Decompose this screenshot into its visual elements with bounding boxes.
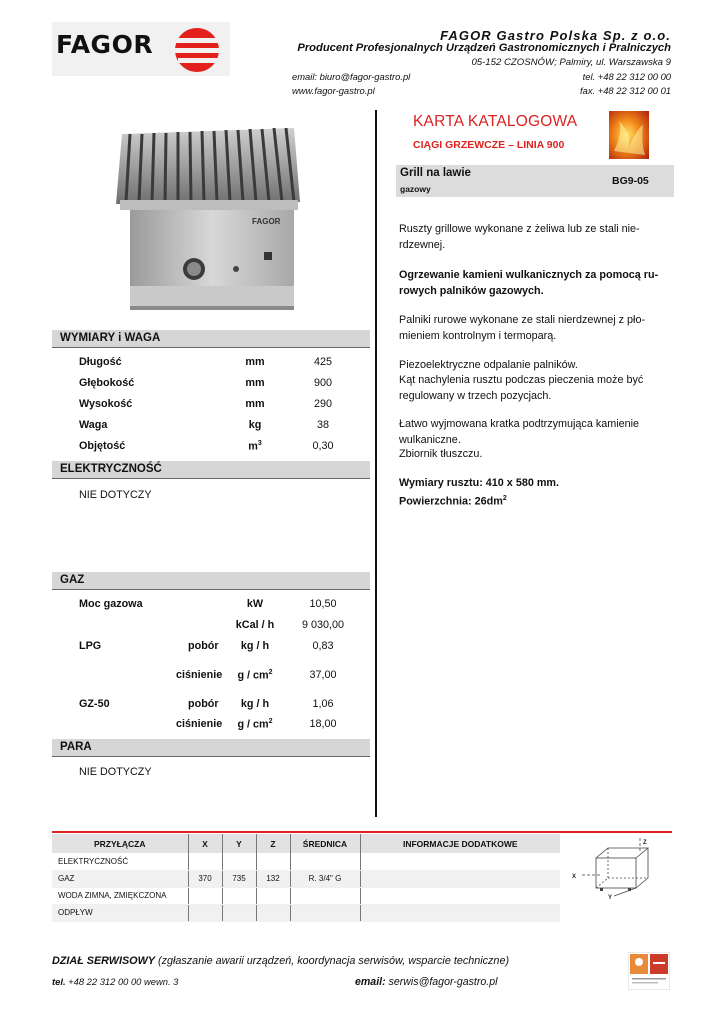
cell-z (256, 853, 290, 870)
gas-power-label: Moc gazowa (79, 598, 143, 610)
desc-area-text: Powierzchnia: 26dm (399, 495, 503, 508)
cell-y (222, 887, 256, 904)
gas-gz50-pressure-unit-sup: 2 (268, 718, 273, 725)
desc-ignition: Piezoelektryczne odpalanie palników. (399, 359, 578, 371)
spec-unit-volume (225, 440, 285, 453)
cell-info (360, 870, 560, 887)
product-type: gazowy (400, 184, 431, 194)
spec-value-weight: 38 (316, 419, 329, 431)
axis-x-label: X (572, 874, 577, 880)
service-department (52, 955, 509, 967)
col-diameter: ŚREDNICA (290, 834, 360, 853)
gas-power-unit: kW (246, 598, 264, 610)
spec-unit-length: mm (245, 356, 265, 368)
col-y: Y (222, 834, 256, 853)
cell-z (256, 887, 290, 904)
desc-burners: Palniki rurowe wykonane ze stali nierdzewnej z pło-mieniem kontrolnym i termoparą. (399, 314, 646, 342)
card-title: KARTA KATALOGOWA (413, 113, 578, 130)
elec-title: ELEKTRYCZNOŚĆ (60, 463, 162, 475)
steam-title: PARA (60, 741, 92, 753)
service-phone (52, 976, 178, 987)
cell-x (188, 887, 222, 904)
cell-y (222, 853, 256, 870)
table-row (52, 870, 560, 887)
service-label: DZIAŁ SERWISOWY (52, 955, 155, 967)
fagor-logo-text: FAGOR (56, 30, 154, 59)
axis-z-label: Z (643, 840, 647, 846)
steam-header-bar (52, 739, 370, 757)
spec-value-depth: 900 (313, 377, 332, 389)
axis-y-label: Y (608, 895, 613, 900)
gas-gz50-draw-value: 1,06 (312, 698, 334, 710)
gas-lpg-draw-label: pobór (188, 640, 219, 652)
cell-z: 132 (256, 870, 290, 887)
axis-diagram (570, 838, 674, 900)
company-tagline: Producent Profesjonalnych Urządzeń Gastronomicznych i Pralniczych (297, 42, 671, 54)
cell-diameter (290, 887, 360, 904)
cell-connection: ELEKTRYCZNOŚĆ (52, 853, 188, 870)
cell-diameter (290, 853, 360, 870)
gas-lpg-label: LPG (79, 640, 102, 652)
spec-value-length: 425 (313, 356, 332, 368)
gas-gz50-label: GZ-50 (79, 698, 110, 710)
table-row (52, 887, 560, 904)
desc-grate-dimensions: Wymiary rusztu: 410 x 580 mm. (399, 477, 560, 489)
gas-header-bar (52, 572, 370, 590)
column-divider (375, 110, 377, 817)
card-subtitle: CIĄGI GRZEWCZE – LINIA 900 (413, 139, 565, 151)
desc-removable-grid: Łatwo wyjmowana kratka podtrzymująca kamienie wulkaniczne. (399, 418, 640, 446)
gas-title: GAZ (60, 574, 85, 586)
cell-info (360, 887, 560, 904)
service-description: (zgłaszanie awarii urządzeń, koordynacja serwisów, wsparcie techniczne) (154, 955, 510, 967)
product-photo (112, 122, 308, 318)
desc-grease-tank: Zbiornik tłuszczu. (399, 448, 483, 460)
gas-lpg-pressure-unit (225, 669, 285, 682)
gas-kcal-unit: kCal / h (235, 619, 275, 631)
gas-power-value: 10,50 (309, 598, 337, 610)
col-x: X (188, 834, 222, 853)
steam-note: NIE DOTYCZY (79, 766, 152, 778)
dims-title: WYMIARY i WAGA (60, 332, 161, 344)
desc-area-sup: 2 (502, 495, 507, 502)
gas-gz50-pressure-unit (225, 718, 285, 731)
cell-y: 735 (222, 870, 256, 887)
service-email-value[interactable]: serwis@fagor-gastro.pl (385, 976, 498, 988)
table-row (52, 853, 560, 870)
desc-grates: Ruszty grillowe wykonane z żeliwa lub ze stali nie-rdzewnej. (399, 223, 640, 251)
spec-value-height: 290 (313, 398, 332, 410)
spec-label-weight: Waga (79, 419, 108, 431)
cell-x: 370 (188, 870, 222, 887)
col-additional-info: INFORMACJE DODATKOWE (360, 834, 560, 853)
product-name: Grill na lawie (400, 167, 471, 179)
table-row (52, 904, 560, 921)
service-email[interactable] (355, 976, 497, 988)
cell-z (256, 904, 290, 921)
spec-unit-volume-text: m (248, 440, 258, 453)
desc-heating: Ogrzewanie kamieni wulkanicznych za pomocą ru-rowych palników gazowych. (399, 269, 659, 297)
header-fax: fax. +48 22 312 00 01 (580, 85, 671, 96)
spec-value-volume: 0,30 (312, 440, 334, 452)
product-code: BG9-05 (612, 175, 649, 187)
service-email-label: email: (355, 976, 386, 988)
company-name: FAGOR Gastro Polska Sp. z o.o. (440, 28, 671, 43)
cell-info (360, 853, 560, 870)
header-phone: tel. +48 22 312 00 00 (582, 71, 671, 82)
cell-y (222, 904, 256, 921)
spec-unit-volume-sup: 3 (257, 440, 262, 447)
gas-gz50-draw-unit: kg / h (240, 698, 270, 710)
gas-gz50-draw-label: pobór (188, 698, 219, 710)
cell-x (188, 853, 222, 870)
desc-angle: Kąt nachylenia rusztu podczas pieczenia może być regulowany w trzech pozycjach. (399, 374, 644, 402)
cell-x (188, 904, 222, 921)
header-email[interactable]: email: biuro@fagor-gastro.pl (292, 71, 411, 82)
spec-label-volume: Objętość (79, 440, 126, 452)
fagor-logo-icon (168, 26, 226, 74)
gas-lpg-draw-value: 0,83 (312, 640, 334, 652)
header-website[interactable]: www.fagor-gastro.pl (292, 85, 375, 96)
gas-lpg-pressure-value: 37,00 (309, 669, 337, 681)
gas-lpg-pressure-label: ciśnienie (176, 669, 223, 681)
cell-info (360, 904, 560, 921)
elec-note: NIE DOTYCZY (79, 489, 152, 501)
gas-gz50-pressure-value: 18,00 (309, 718, 337, 730)
spec-unit-depth: mm (245, 377, 265, 389)
cell-diameter: R. 3/4" G (290, 870, 360, 887)
svg-text:FAGOR: FAGOR (252, 217, 281, 226)
gas-lpg-pressure-unit-text: g / cm (237, 669, 269, 682)
cell-connection: ODPŁYW (52, 904, 188, 921)
company-address: 05-152 CZOSNÓW; Palmiry, ul. Warszawska 9 (471, 57, 671, 68)
gas-lpg-draw-unit: kg / h (240, 640, 270, 652)
spec-label-length: Długość (79, 356, 122, 368)
gas-kcal-value: 9 030,00 (301, 619, 345, 631)
gas-lpg-pressure-unit-sup: 2 (268, 669, 273, 676)
spec-label-depth: Głębokość (79, 377, 135, 389)
cell-diameter (290, 904, 360, 921)
desc-area (399, 491, 661, 510)
cell-connection: GAZ (52, 870, 188, 887)
table-top-rule (52, 831, 672, 833)
spec-unit-height: mm (245, 398, 265, 410)
col-connections: PRZYŁĄCZA (52, 834, 188, 853)
gas-gz50-pressure-label: ciśnienie (176, 718, 223, 730)
flame-icon (609, 111, 649, 159)
certification-badge-icon (628, 952, 670, 990)
connections-table (52, 834, 560, 922)
cell-connection: WODA ZIMNA, ZMIĘKCZONA (52, 887, 188, 904)
col-z: Z (256, 834, 290, 853)
service-phone-label: tel. (52, 976, 66, 987)
gas-gz50-pressure-unit-text: g / cm (237, 718, 269, 731)
spec-unit-weight: kg (248, 419, 262, 431)
spec-label-height: Wysokość (79, 398, 133, 410)
service-phone-value: +48 22 312 00 00 wewn. 3 (65, 976, 179, 987)
table-header-row (52, 834, 560, 853)
